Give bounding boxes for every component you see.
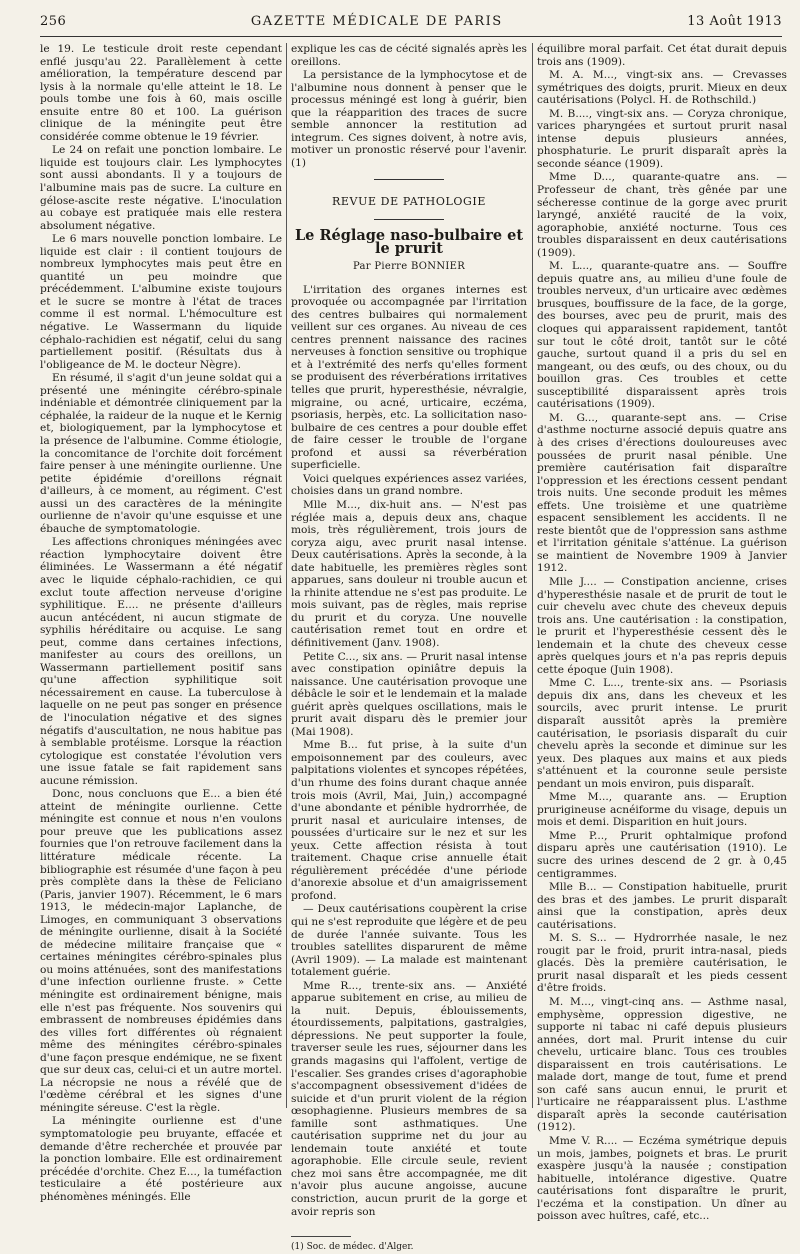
- section-title: REVUE DE PATHOLOGIE: [332, 195, 486, 209]
- footnote: (1) Soc. de médec. d'Alger.: [291, 1242, 414, 1253]
- page-number: 256: [40, 14, 67, 29]
- journal-title: GAZETTE MÉDICALE DE PARIS: [250, 14, 503, 29]
- paragraph: Voici quelques expériences assez variées, choisies dans un grand nombre.: [291, 472, 527, 498]
- case-report: Mme C. L..., trente-six ans. — Psoriasis depuis dix ans, dans les cheveux et les sourcils, avec prurit intense. Le prurit disparaît aussitôt après la première cautérisation, le psoriasis disparaît du cuir chevelu après la seconde et diminue sur les yeux. Des plaques aux mains et aux pieds s'atténuent et la couronne seule persiste pendant un mois environ, puis disparaît.: [537, 677, 787, 790]
- paragraph: La persistance de la lymphocytose et de l'albumine nous donnent à penser que le processus méningé est long à guérir, bien que la réapparition des traces de sucre semble annoncer la restitution ad integrum. Ces signes doivent, à notre avis, motiver un pronostic réservé pour l'avenir. (1): [291, 69, 527, 169]
- case-report: M. B...., vingt-six ans. — Coryza chronique, varices pharyngées et surtout prurit nasal intense depuis plusieurs années, phosphaturie. Le prurit disparaît après la seconde séance (1909).: [537, 107, 787, 170]
- case-report: M. G..., quarante-sept ans. — Crise d'asthme nocturne associé depuis quatre ans à des crises d'érections douloureuses avec poussées de prurit nasal pénible. Une première cautérisation fait disparaître l'oppression et les érections cessent pendant trois nuits. Une seconde produit les mêmes effets. Une troisième et une quatrième espacent sensiblement les accidents. Il ne reste bientôt que de l'oppression sans asthme et l'irritation génitale s'atténue. La guérison se maintient de Novembre 1909 à Janvier 1912.: [537, 411, 787, 575]
- paragraph: équilibre moral parfait. Cet état durait depuis trois ans (1909).: [537, 43, 787, 68]
- column-3: [537, 43, 787, 1223]
- paragraph: — Deux cautérisations coupèrent la crise qui ne s'est reproduite que légère et de peu de durée l'année suivante. Tous les troubles satellites disparurent de même (Avril 1909). — La malade est maintenant totalement guérie.: [291, 903, 527, 979]
- paragraph: explique les cas de cécité signalés après les oreillons.: [291, 43, 527, 68]
- case-report: Mme V. R.... — Eczéma symétrique depuis un mois, jambes, poignets et bras. Le prurit exaspère jusqu'à la nausée ; constipation habituelle, intolérance digestive. Quatre cautérisations font disparaître le prurit, l'eczéma et la constipation. Un dîner au poisson avec huîtres, café, etc...: [537, 1135, 787, 1223]
- paragraph: Les affections chroniques méningées avec réaction lymphocytaire doivent être éliminées. Le Wassermann a été négatif avec le liquide céphalo-rachidien, ce qui exclut toute affection nerveuse d'origine syphilitique. E.... ne présente d'ailleurs aucun antécédent, ni aucun stigmate de syphilis héréditaire ou acquise. Le sang peut, comme dans certaines infections, manifester au cours des oreillons, un Wassermann partiellement positif sans qu'une affection syphilitique soit nécessairement en cause. La tuberculose à laquelle on ne peut pas songer en présence de l'inoculation négative et des signes négatifs d'auscultation, ne nous habitue pas à semblable protéisme. Lorsque la réaction cytologique est constatée l'évolution vers une issue fatale se fait rapidement sans aucune rémission.: [40, 536, 282, 787]
- case-report: Mlle B... — Constipation habituelle, prurit des bras et des jambes. Le prurit disparaît ainsi que la constipation, après deux cautérisations.: [537, 881, 787, 931]
- column-divider: [532, 43, 533, 1108]
- case-report: Mme D..., quarante-quatre ans. — Professeur de chant, très gênée par une sécheresse continue de la gorge avec prurit laryngé, anxiété raucité de la voix, agoraphobie, anxiété nocturne. Tous ces troubles disparaissent en deux cautérisations (1909).: [537, 171, 787, 259]
- case-report: Mme M..., quarante ans. — Eruption prurigineuse acnéiforme du visage, depuis un mois et demi. Disparition en huit jours.: [537, 791, 787, 829]
- article-title: Le Réglage naso-bulbaire et le prurit: [294, 227, 524, 257]
- case-report: Mme P..., Prurit ophtalmique profond disparu après une cautérisation (1910). Le sucre des urines descend de 2 gr. à 0,45 centigrammes.: [537, 829, 787, 880]
- article-byline: Par Pierre BONNIER: [352, 261, 466, 273]
- column-1: [40, 43, 282, 1203]
- case-report: M. S. S... — Hydrorrhée nasale, le nez rougit par le froid, prurit intra-nasal, pieds glacés. Dès la première cautérisation, le prurit nasal disparaît et les pieds cessent d'être froids.: [537, 932, 787, 995]
- header-rule: [40, 36, 782, 37]
- footnote-rule: [291, 1236, 351, 1237]
- section-rule: [374, 179, 444, 180]
- page-header: [40, 14, 782, 36]
- case-report: M. L..., quarante-quatre ans. — Souffre depuis quatre ans, au milieu d'une foule de troubles nerveux, d'un urticaire avec œdèmes brusques, bouffissure de la face, de la gorge, des bourses, avec peu de prurit, mais des cloques qui apparaissent rapidement, tantôt sur tout le côté droit, tantôt sur le côté gauche, surtout quand il a pris du sel en mangeant, ou des œufs, ou des choux, ou du bouillon gras. Ces troubles et cette susceptibilité disparaissent après trois cautérisations (1909).: [537, 260, 787, 411]
- paragraph: En résumé, il s'agit d'un jeune soldat qui a présenté une méningite cérébro-spinale indéniable et démontrée cliniquement par la céphalée, la raideur de la nuque et le Kernig et, biologiquement, par la lymphocytose et la présence de l'albumine. Comme étiologie, la concomitance de l'orchite doit forcément faire penser à une méningite ourlienne. Une petite épidémie d'oreillons régnait d'ailleurs, à ce moment, au régiment. C'est aussi un des caractères de la méningite ourlienne de n'avoir qu'une esquisse et une ébauche de symptomatologie.: [40, 372, 282, 535]
- paragraph: Le 6 mars nouvelle ponction lombaire. Le liquide est clair : il contient toujours de nombreux lymphocytes mais peut être en quantité un peu moindre que précédemment. L'albumine existe toujours et le sucre se montre à l'état de traces comme il est normal. L'hémoculture est négative. Le Wassermann du liquide céphalo-rachidien est négatif, celui du sang partiellement positif. (Résultats dus à l'obligeance de M. le docteur Nègre).: [40, 233, 282, 371]
- column-2: [291, 43, 527, 1253]
- paragraph: L'irritation des organes internes est provoquée ou accompagnée par l'irritation des centres bulbaires qui normalement veillent sur ces organes. Au niveau de ces centres prennent naissance des racines nerveuses à fonction sensitive ou trophique et à l'extrémité des nerfs qu'elles forment se produisent des réverbérations irritatives telles que prurit, hyperesthésie, névralgie, migraine, ou acné, urticaire, eczéma, psoriasis, herpès, etc. La sollicitation naso-bulbaire de ces centres a pour double effet de faire cesser le trouble de l'organe profond et aussi sa réverbération superficielle.: [291, 283, 527, 472]
- case-report: Mme B... fut prise, à la suite d'un empoisonnement par des couleurs, avec palpitations violentes et syncopes répétées, d'un rhume des foins durant chaque année trois mois (Avril, Mai, Juin,) accompagné d'une abondante et pénible hydrorrhée, de prurit nasal et auriculaire intenses, de poussées d'urticaire sur le nez et sur les yeux. Cette affection résista à tout traitement. Chaque crise annuelle était régulièrement précédée d'une période d'anorexie absolue et d'un amaigrissement profond.: [291, 739, 527, 902]
- case-report: Mme R..., trente-six ans. — Anxiété apparue subitement en crise, au milieu de la nuit. Depuis, éblouissements, étourdissements, palpitations, gastralgies, dépressions. Ne peut supporter la foule, traverser seule les rues, séjourner dans les grands magasins qui l'affolent, vertige de l'escalier. Ses grandes crises d'agoraphobie s'accompagnent obsessivement d'idées de suicide et d'un prurit violent de la région œsophagienne. Plusieurs membres de sa famille sont asthmatiques. Une cautérisation supprime net du jour au lendemain toute anxiété et toute agoraphobie. Elle circule seule, revient chez moi sans être accompagnée, me dit n'avoir plus aucune angoisse, aucune constriction, aucun prurit de la gorge et avoir repris son: [291, 979, 527, 1218]
- paragraph: La méningite ourlienne est d'une symptomatologie peu bruyante, effacée et demande d'être recherchée et prouvée par la ponction lombaire. Elle est ordinairement précédée d'orchite. Chez E..., la tuméfaction testiculaire a été postérieure aux phénomènes méningés. Elle: [40, 1115, 282, 1203]
- case-report: Petite C..., six ans. — Prurit nasal intense avec constipation opiniâtre depuis la naissance. Une cautérisation provoque une débâcle le soir et le lendemain et la malade guérit après quelques oscillations, mais le prurit avait disparu dès le premier jour (Mai 1908).: [291, 650, 527, 738]
- paragraph: Le 24 on refait une ponction lombaire. Le liquide est toujours clair. Les lymphocytes sont aussi abondants. Il y a toujours de l'albumine mais pas de sucre. La culture en gélose-ascite reste négative. L'inoculation au cobaye est pratiquée mais elle restera absolument négative.: [40, 144, 282, 232]
- case-report: M. M..., vingt-cinq ans. — Asthme nasal, emphysème, oppression digestive, ne supporte ni tabac ni café depuis plusieurs années, dort mal. Prurit intense du cuir chevelu, urticaire blanc. Tous ces troubles disparaissent en trois cautérisations. Le malade dort, mange de tout, fume et prend son café sans aucun ennui, le prurit et l'urticaire ne réapparaissent plus. L'asthme disparaît après la seconde cautérisation (1912).: [537, 996, 787, 1134]
- column-divider: [286, 43, 287, 1108]
- issue-date: 13 Août 1913: [687, 14, 782, 29]
- paragraph: Donc, nous concluons que E... a bien été atteint de méningite ourlienne. Cette méningite est connue et nous n'en voulons pour preuve que les publications assez fournies que l'on retrouve facilement dans la littérature médicale récente. La bibliographie est résumée d'une façon à peu près complète dans la thèse de Feliciano (Paris, janvier 1907). Récemment, le 6 mars 1913, le médecin-major Laplanche, de Limoges, en communiquant 3 observations de méningite ourlienne, disait à la Société de médecine militaire française que « certaines méningites cérébro-spinales plus ou moins atténuées, sont des manifestations d'une infection ourlienne fruste. » Cette méningite est ordinairement bénigne, mais elle n'est pas fréquente. Nos souvenirs qui embrassent de nombreuses épidémies dans des villes fort différentes où régnaient même des méningites cérébro-spinales d'une façon presque endémique, ne se fixent que sur deux cas, celui-ci et un autre mortel. La nécropsie ne nous a révélé que de l'œdème cérébral et les signes d'une méningite séreuse. C'est la règle.: [40, 788, 282, 1114]
- section-rule: [374, 219, 444, 220]
- case-report: Mlle J.... — Constipation ancienne, crises d'hyperesthésie nasale et de prurit de tout le cuir chevelu avec chute des cheveux depuis trois ans. Une cautérisation : la constipation, le prurit et l'hyperesthésie cessent dès le lendemain et la chute des cheveux cesse après quelques jours et n'a pas repris depuis cette époque (Juin 1908).: [537, 575, 787, 676]
- case-report: M. A. M..., vingt-six ans. — Crevasses symétriques des doigts, prurit. Mieux en deux cautérisations (Polycl. H. de Rothschild.): [537, 69, 787, 107]
- case-report: Mlle M..., dix-huit ans. — N'est pas réglée mais a, depuis deux ans, chaque mois, très régulièrement, trois jours de coryza aigu, avec prurit nasal intense. Deux cautérisations. Après la seconde, à la date habituelle, les premières règles sont apparues, sans douleur ni trouble aucun et la rhinite attendue ne s'est pas produite. Le mois suivant, pas de règles, mais reprise du prurit et du coryza. Une nouvelle cautérisation remet tout en ordre et définitivement (Janv. 1908).: [291, 498, 527, 649]
- paragraph: le 19. Le testicule droit reste cependant enflé jusqu'au 22. Parallèlement à cette amélioration, la température descend par lysis à la normale qu'elle atteint le 18. Le pouls tombe une fois à 60, mais oscille ensuite entre 80 et 100. La guérison clinique de la méningite peut être considérée comme obtenue le 19 février.: [40, 43, 282, 143]
